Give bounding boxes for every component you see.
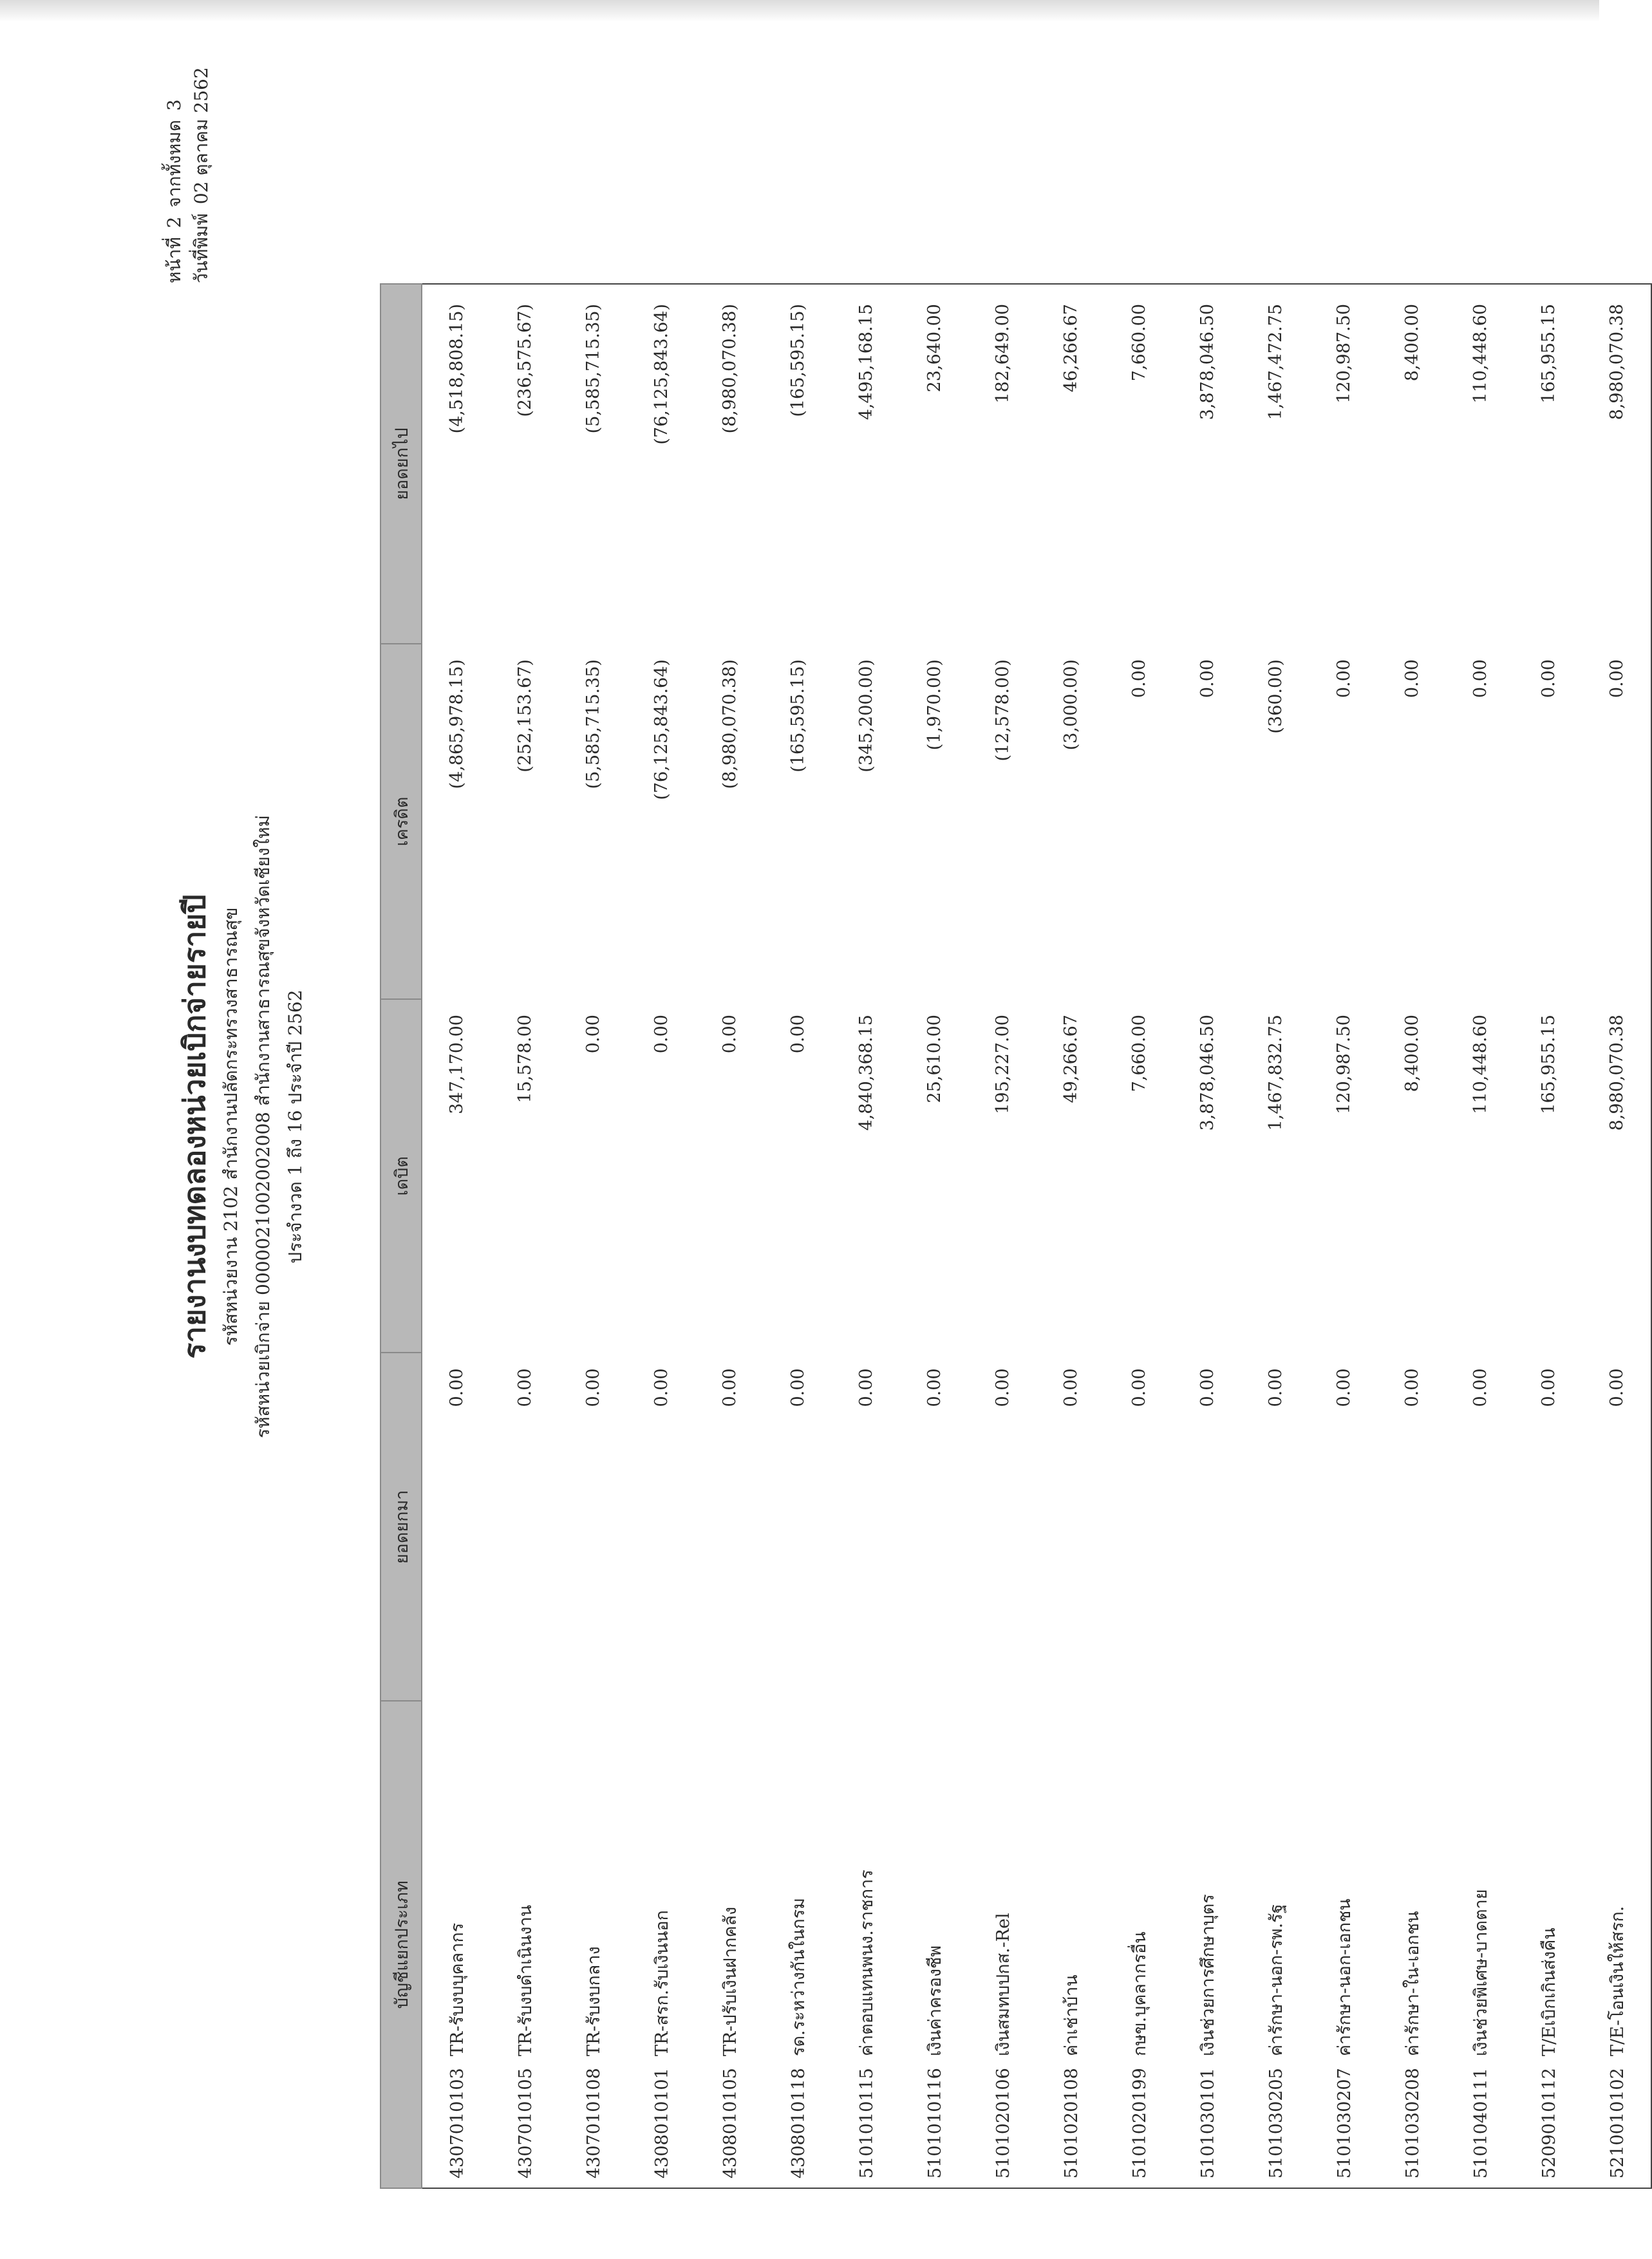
account-code: 5101020199 xyxy=(1129,2068,1150,2179)
credit-amount: (345,200.00) xyxy=(856,659,876,773)
opening-balance: 0.00 xyxy=(924,1368,944,1407)
closing-balance: (236,575.67) xyxy=(491,284,559,644)
trial-balance-table xyxy=(380,283,1652,2189)
credit-amount: (1,970.00) xyxy=(924,659,944,751)
account-code: 5101010115 xyxy=(856,2068,877,2179)
period-line: ประจำงวด 1 ถึง 16 ประจำปี 2562 xyxy=(285,989,306,1264)
closing-balance: (4,518,808.15) xyxy=(422,284,491,644)
account-name: TR-ปรับเงินฝากคลัง xyxy=(720,1906,740,2056)
opening-balance: 0.00 xyxy=(1582,1353,1651,1701)
account-cell xyxy=(1173,1701,1241,2188)
account-cell xyxy=(422,1701,491,2188)
table-row xyxy=(1037,284,1105,2188)
credit-amount: (5,585,715.35) xyxy=(583,659,603,789)
credit-amount: (3,000.00) xyxy=(1060,659,1081,751)
opening-balance: 0.00 xyxy=(856,1368,876,1407)
opening-balance: 0.00 xyxy=(1129,1368,1149,1407)
account-cell xyxy=(1105,1701,1173,2188)
closing-balance: 8,400.00 xyxy=(1378,284,1446,644)
agency-line: รหัสหน่วยงาน 2102 สำนักงานปลัดกระทรวงสาธารณสุข xyxy=(220,907,241,1346)
column-header-debit: เดบิต xyxy=(380,999,422,1353)
credit-amount: 0.00 xyxy=(1129,659,1149,698)
column-header-account: บัญชีแยกประเภท xyxy=(380,1701,422,2188)
closing-balance: 1,467,472.75 xyxy=(1241,284,1309,644)
column-header-credit: เครดิต xyxy=(380,644,422,999)
closing-balance: 23,640.00 xyxy=(900,284,968,644)
account-cell xyxy=(627,1701,695,2188)
account-code: 5101030205 xyxy=(1266,2068,1286,2179)
account-code: 5101040111 xyxy=(1470,2068,1491,2179)
opening-balance: 0.00 xyxy=(787,1368,808,1407)
credit-amount: 0.00 xyxy=(1538,659,1559,698)
debit-amount: 195,227.00 xyxy=(992,1015,1013,1114)
account-name: T/E-โอนเงินให้สรก. xyxy=(1607,1906,1628,2056)
opening-balance: 0.00 xyxy=(1197,1368,1217,1407)
account-cell xyxy=(764,1701,832,2188)
account-name: เงินช่วยพิเศษ-บาดตาย xyxy=(1470,1889,1491,2056)
opening-balance: 0.00 xyxy=(446,1368,467,1407)
account-name: ค่ารักษา-นอก-รพ.รัฐ xyxy=(1266,1904,1286,2056)
account-name: ค่าตอบแทนพนง.ราชการ xyxy=(856,1870,877,2056)
account-name: TR-รับงบบุคลากร xyxy=(447,1922,467,2056)
closing-balance: 8,980,070.38 xyxy=(1582,284,1651,644)
debit-amount: 0.00 xyxy=(787,1015,808,1054)
debit-amount: 49,266.67 xyxy=(1060,1015,1081,1103)
debit-amount: 3,878,046.50 xyxy=(1197,1015,1217,1131)
credit-amount: (252,153.67) xyxy=(514,659,535,773)
report-heading xyxy=(174,64,312,2189)
account-code: 5101030208 xyxy=(1402,2068,1423,2179)
account-name: TR-รับงบดำเนินงาน xyxy=(515,1904,536,2056)
credit-amount: 0.00 xyxy=(1470,659,1490,698)
closing-balance: 165,955.15 xyxy=(1514,284,1582,644)
account-name: ค่ารักษา-ใน-เอกชน xyxy=(1402,1911,1423,2056)
opening-balance: 0.00 xyxy=(992,1368,1013,1407)
debit-amount: 110,448.60 xyxy=(1470,1015,1490,1114)
opening-balance: 0.00 xyxy=(651,1368,671,1407)
account-name: TR-สรก.รับเงินนอก xyxy=(652,1910,672,2056)
account-code: 4308010118 xyxy=(788,2068,809,2179)
credit-amount: (4,865,978.15) xyxy=(446,659,467,789)
credit-amount: 0.00 xyxy=(1197,659,1217,698)
account-cell xyxy=(1514,1701,1582,2188)
debit-amount: 0.00 xyxy=(583,1015,603,1054)
account-cell xyxy=(1446,1701,1514,2188)
account-name: กษข.บุคลากรอื่น xyxy=(1129,1931,1150,2056)
account-code: 4307010105 xyxy=(515,2068,536,2179)
account-code: 5101010116 xyxy=(925,2068,945,2179)
opening-balance: 0.00 xyxy=(1538,1368,1559,1407)
credit-amount: 0.00 xyxy=(1582,644,1651,999)
account-cell xyxy=(900,1701,968,2188)
opening-balance: 0.00 xyxy=(1402,1368,1422,1407)
opening-balance: 0.00 xyxy=(514,1368,535,1407)
account-cell xyxy=(1037,1701,1105,2188)
landscape-report-page xyxy=(161,64,1628,2189)
table-row xyxy=(764,284,832,2188)
debit-amount: 7,660.00 xyxy=(1129,1015,1149,1092)
closing-balance: 182,649.00 xyxy=(968,284,1037,644)
account-name: เงินช่วยการศึกษาบุตร xyxy=(1197,1894,1218,2056)
closing-balance: (8,980,070.38) xyxy=(695,284,764,644)
debit-amount: 15,578.00 xyxy=(514,1015,535,1103)
account-cell xyxy=(968,1701,1037,2188)
account-code: 5101020106 xyxy=(993,2068,1013,2179)
opening-balance: 0.00 xyxy=(1333,1368,1354,1407)
debit-amount: 4,840,368.15 xyxy=(856,1015,876,1131)
account-code: 4308010101 xyxy=(652,2068,672,2179)
account-code: 5101030101 xyxy=(1197,2068,1218,2179)
closing-balance: 46,266.67 xyxy=(1037,284,1105,644)
debit-amount: 0.00 xyxy=(651,1015,671,1054)
account-cell xyxy=(1378,1701,1446,2188)
credit-amount: (165,595.15) xyxy=(787,659,808,773)
account-cell xyxy=(1582,1701,1651,2188)
debit-amount: 120,987.50 xyxy=(1333,1015,1354,1114)
account-cell xyxy=(491,1701,559,2188)
account-code: 4308010105 xyxy=(720,2068,740,2179)
opening-balance: 0.00 xyxy=(719,1368,740,1407)
opening-balance: 0.00 xyxy=(1470,1368,1490,1407)
debit-amount: 0.00 xyxy=(719,1015,740,1054)
page-number: 2 xyxy=(164,216,185,229)
account-name: ค่าเช่าบ้าน xyxy=(1061,1974,1082,2056)
table-row xyxy=(422,284,491,2188)
account-code: 4307010108 xyxy=(583,2068,604,2179)
closing-balance: 3,878,046.50 xyxy=(1173,284,1241,644)
table-row xyxy=(968,284,1037,2188)
table-row xyxy=(1446,284,1514,2188)
table-row xyxy=(627,284,695,2188)
closing-balance: (76,125,843.64) xyxy=(627,284,695,644)
table-row xyxy=(1173,284,1241,2188)
scan-edge-shading xyxy=(0,0,1599,22)
account-name: ค่ารักษา-นอก-เอกชน xyxy=(1334,1898,1355,2056)
table-row xyxy=(900,284,968,2188)
opening-balance: 0.00 xyxy=(1265,1368,1286,1407)
account-code: 4307010103 xyxy=(447,2068,467,2179)
closing-balance: (165,595.15) xyxy=(764,284,832,644)
debit-amount: 8,400.00 xyxy=(1402,1015,1422,1092)
table-row xyxy=(1241,284,1309,2188)
page-label: หน้าที่ xyxy=(164,237,185,283)
total-pages: 3 xyxy=(164,99,185,111)
table-row xyxy=(559,284,627,2188)
account-code: 5101020108 xyxy=(1061,2068,1082,2179)
debit-amount: 25,610.00 xyxy=(924,1015,944,1103)
account-name: T/Eเบิกเกินส่งคืน xyxy=(1539,1927,1559,2056)
debit-amount: 165,955.15 xyxy=(1538,1015,1559,1114)
table-row xyxy=(1378,284,1446,2188)
report-title: รายงานงบทดลองหน่วยเบิกจ่ายรายปี xyxy=(177,894,212,1359)
credit-amount: (76,125,843.64) xyxy=(651,659,671,800)
credit-amount: (12,578.00) xyxy=(992,659,1013,762)
table-row xyxy=(1105,284,1173,2188)
table-header-row xyxy=(380,284,422,2188)
table-row xyxy=(1514,284,1582,2188)
table-row xyxy=(1309,284,1378,2188)
column-header-closing: ยอดยกไป xyxy=(380,284,422,644)
account-name: เงินสมทบปกส.-Rel xyxy=(993,1913,1013,2056)
table-row xyxy=(695,284,764,2188)
credit-amount: 0.00 xyxy=(1402,659,1422,698)
closing-balance: 4,495,168.15 xyxy=(832,284,900,644)
print-date: 02 ตุลาคม 2562 xyxy=(191,67,212,205)
account-name: รด.ระหว่างกันในกรม xyxy=(788,1897,809,2056)
closing-balance: 7,660.00 xyxy=(1105,284,1173,644)
closing-balance: 120,987.50 xyxy=(1309,284,1378,644)
account-cell xyxy=(559,1701,627,2188)
debit-amount: 8,980,070.38 xyxy=(1582,999,1651,1353)
credit-amount: (360.00) xyxy=(1265,659,1286,734)
credit-amount: (8,980,070.38) xyxy=(719,659,740,789)
account-cell xyxy=(832,1701,900,2188)
print-date-label: วันที่พิมพ์ xyxy=(191,213,212,283)
total-pages-label: จากทั้งหมด xyxy=(164,120,185,208)
closing-balance: (5,585,715.35) xyxy=(559,284,627,644)
debit-amount: 1,467,832.75 xyxy=(1265,1015,1286,1131)
account-name: TR-รับงบกลาง xyxy=(583,1946,604,2056)
debit-amount: 347,170.00 xyxy=(446,1015,467,1114)
account-cell xyxy=(1309,1701,1378,2188)
account-cell xyxy=(695,1701,764,2188)
table-row xyxy=(1582,284,1651,2188)
column-header-opening: ยอดยกมา xyxy=(380,1353,422,1701)
credit-amount: 0.00 xyxy=(1333,659,1354,698)
opening-balance: 0.00 xyxy=(1060,1368,1081,1407)
table-row xyxy=(832,284,900,2188)
account-name: เงินค่าครองชีพ xyxy=(925,1945,945,2056)
account-code: 5101030207 xyxy=(1334,2068,1355,2179)
disbursing-unit-line: รหัสหน่วยเบิกจ่าย 0000021002002008 สำนักงานสาธารณสุขจังหวัดเชียงใหม่ xyxy=(252,815,274,1438)
table-row xyxy=(491,284,559,2188)
closing-balance: 110,448.60 xyxy=(1446,284,1514,644)
account-code: 5209010112 xyxy=(1539,2068,1559,2179)
account-code: 5210010102 xyxy=(1607,2068,1628,2179)
account-cell xyxy=(1241,1701,1309,2188)
opening-balance: 0.00 xyxy=(583,1368,603,1407)
